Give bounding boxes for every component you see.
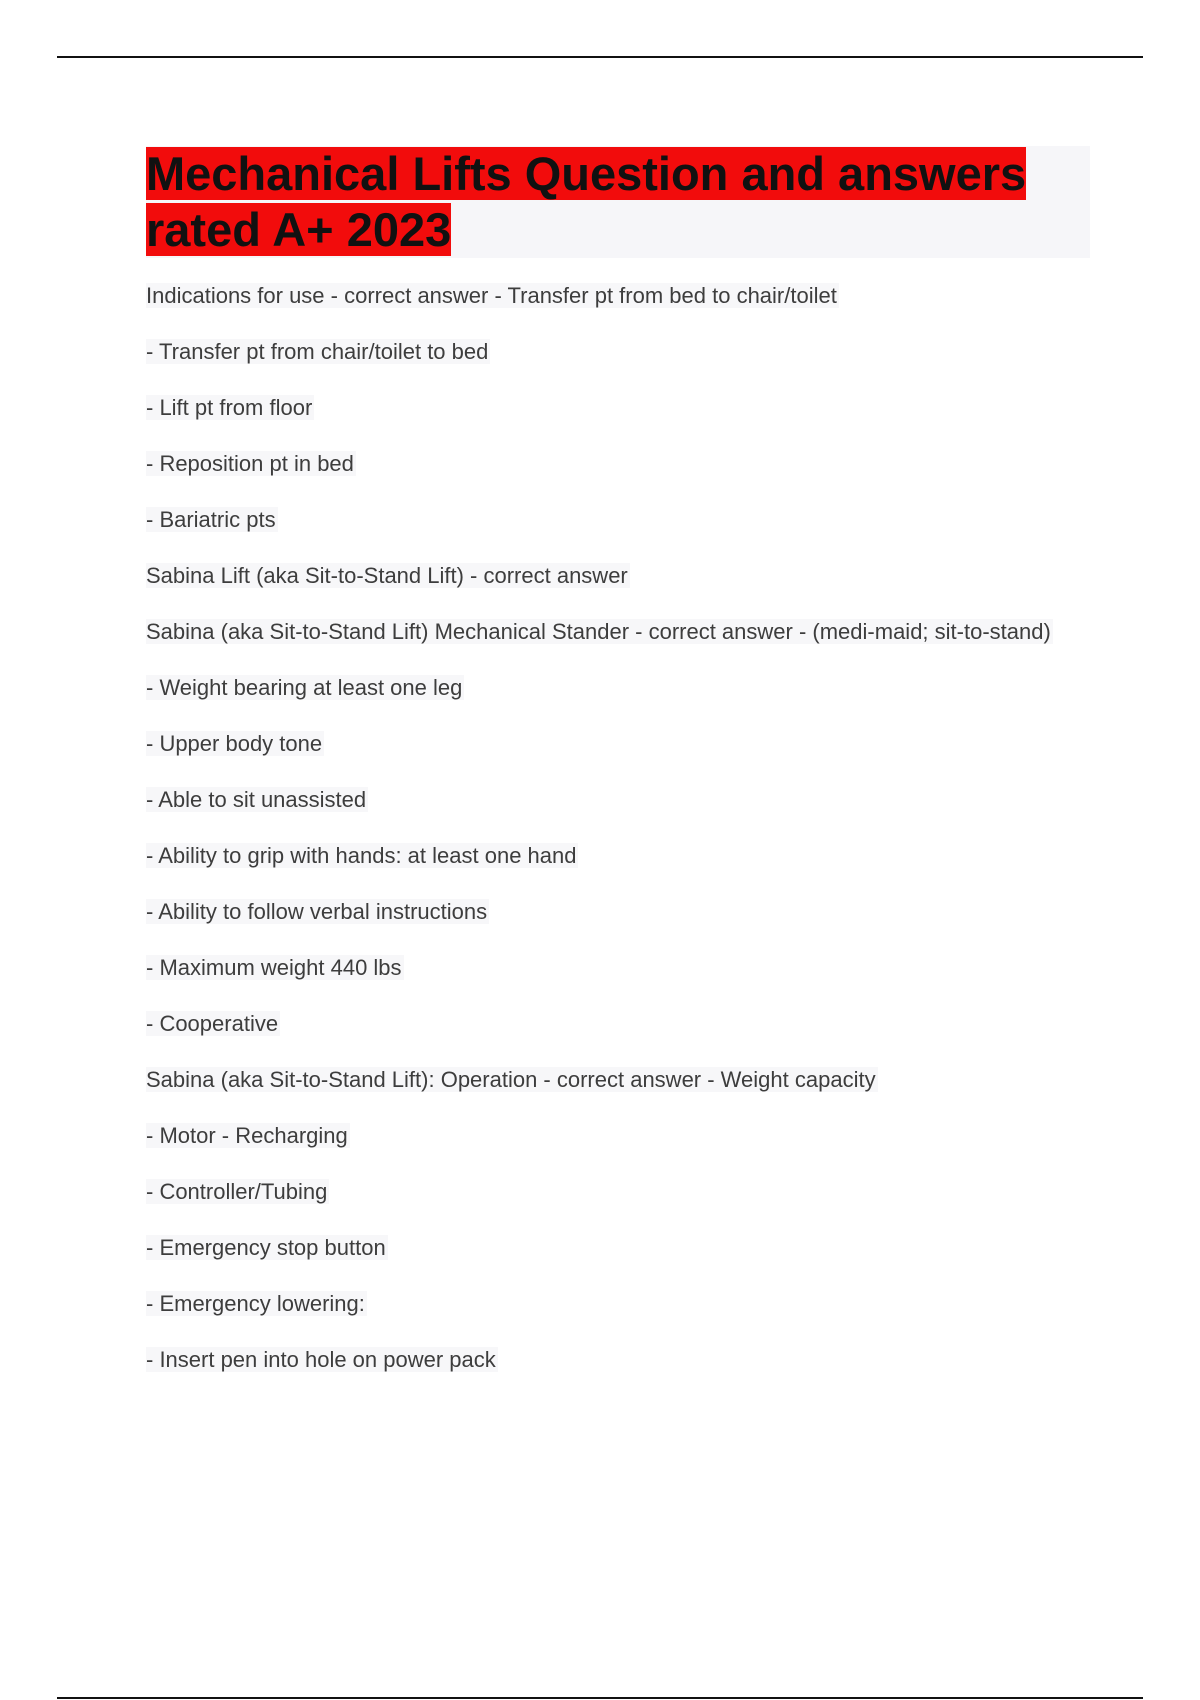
body-line: [146, 450, 1066, 478]
body-line-text: - Able to sit unassisted: [146, 787, 367, 812]
body-line-text: - Maximum weight 440 lbs: [146, 955, 402, 980]
body-line-text: - Upper body tone: [146, 731, 323, 756]
body-line: [146, 730, 1066, 758]
body-line-text: Sabina (aka Sit-to-Stand Lift): Operation - correct answer - Weight capacity: [146, 1067, 876, 1092]
document-title: [146, 146, 1090, 258]
body-line-text: Sabina (aka Sit-to-Stand Lift) Mechanical Stander - correct answer - (medi-maid; sit-to-stand): [146, 619, 1051, 644]
body-line: [146, 674, 1066, 702]
body-line-text: - Weight bearing at least one leg: [146, 675, 463, 700]
body-line: [146, 1122, 1066, 1150]
body-line: [146, 618, 1071, 646]
body-line-text: - Emergency lowering:: [146, 1291, 365, 1316]
body-line: [146, 1010, 1066, 1038]
body-line: [146, 954, 1066, 982]
body-line: [146, 786, 1066, 814]
body-line-text: Indications for use - correct answer - Transfer pt from bed to chair/toilet: [146, 283, 837, 308]
body-line-text: - Ability to grip with hands: at least one hand: [146, 843, 577, 868]
body-line: [146, 898, 1066, 926]
body-line-text: - Motor - Recharging: [146, 1123, 348, 1148]
body-line-text: - Reposition pt in bed: [146, 451, 354, 476]
body-line: [146, 842, 1066, 870]
body-line-text: - Bariatric pts: [146, 507, 276, 532]
document-title-text: Mechanical Lifts Question and answers rated A+ 2023: [146, 147, 1027, 256]
body-line: [146, 1234, 1066, 1262]
body-line-text: - Lift pt from floor: [146, 395, 313, 420]
body-line: [146, 1066, 1066, 1094]
top-divider: [57, 56, 1143, 58]
title-block: [146, 146, 1090, 258]
body-line: [146, 1178, 1066, 1206]
body-line-text: - Controller/Tubing: [146, 1179, 328, 1204]
body-line: [146, 282, 1066, 310]
body-line-text: Sabina Lift (aka Sit-to-Stand Lift) - correct answer: [146, 563, 628, 588]
body-line: [146, 338, 1066, 366]
body-line: [146, 1346, 1066, 1374]
body-line-text: - Cooperative: [146, 1011, 279, 1036]
body-line: [146, 506, 1066, 534]
bottom-divider: [57, 1697, 1143, 1699]
body-line-text: - Transfer pt from chair/toilet to bed: [146, 339, 489, 364]
body-line: [146, 562, 1066, 590]
body-line-text: - Emergency stop button: [146, 1235, 386, 1260]
document-body: [146, 282, 1066, 1402]
body-line: [146, 394, 1066, 422]
body-line: [146, 1290, 1066, 1318]
body-line-text: - Ability to follow verbal instructions: [146, 899, 488, 924]
body-line-text: - Insert pen into hole on power pack: [146, 1347, 496, 1372]
